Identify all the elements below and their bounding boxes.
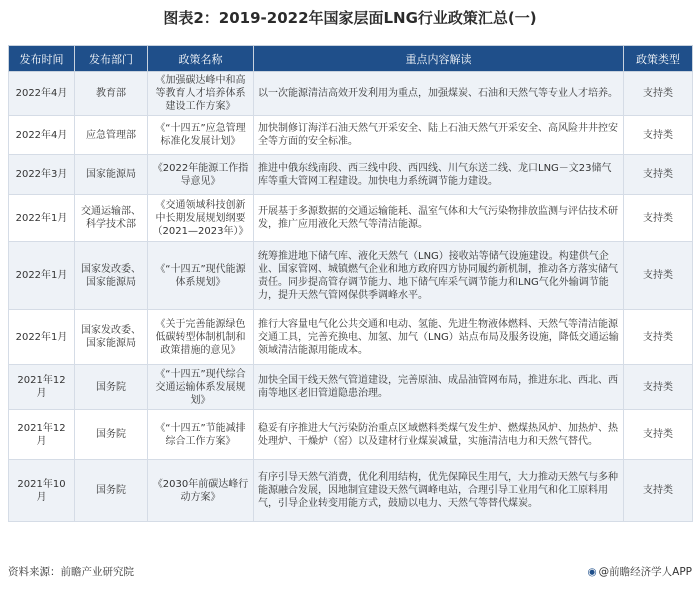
cell-content: 推行大容量电气化公共交通和电动、氢能、先进生物液体燃料、天然气等清洁能源交通工具，完善充换电、加氢、加气（LNG）站点布局及服务设施，降低交通运输领域清洁能源用能成本。 [254,310,624,365]
table-row [9,155,693,195]
table-row [9,410,693,460]
table-row [9,116,693,155]
header-type: 政策类型 [624,46,693,72]
cell-dept: 国家能源局 [75,155,148,195]
cell-date: 2022年4月 [9,116,75,155]
cell-dept: 国务院 [75,365,148,410]
table-header-row [9,46,693,72]
brand-credit [587,563,692,581]
cell-dept: 应急管理部 [75,116,148,155]
table-row [9,460,693,522]
table-row [9,365,693,410]
cell-type: 支持类 [624,116,693,155]
cell-content: 加快制修订海洋石油天然气开采安全、陆上石油天然气开采安全、高风险井井控安全等方面的安全标准。 [254,116,624,155]
chart-title: 图表2：2019-2022年国家层面LNG行业政策汇总(一) [163,9,537,27]
cell-content: 有序引导天然气消费，优化利用结构，优先保障民生用气，大力推动天然气与多种能源融合发展，因地制宜建设天然气调峰电站，合理引导工业用气和化工原料用气，引导企业转变用能方式，鼓励以电力、天然气等替代煤炭。 [254,460,624,522]
policy-table [8,45,693,522]
cell-dept: 国务院 [75,410,148,460]
cell-date: 2022年3月 [9,155,75,195]
cell-dept: 国务院 [75,460,148,522]
header-date: 发布时间 [9,46,75,72]
cell-date: 2021年12月 [9,365,75,410]
cell-date: 2022年1月 [9,242,75,310]
source-note: 资料来源：前瞻产业研究院 [8,566,134,578]
cell-type: 支持类 [624,195,693,242]
cell-type: 支持类 [624,155,693,195]
cell-policy-name: 《交通领域科技创新中长期发展规划纲要（2021—2023年）》 [148,195,254,242]
cell-policy-name: 《“十四五”现代综合交通运输体系发展规划》 [148,365,254,410]
header-dept: 发布部门 [75,46,148,72]
brand-logo-icon: ◉ [587,566,597,578]
cell-date: 2021年10月 [9,460,75,522]
cell-content: 开展基于多源数据的交通运输能耗、温室气体和大气污染物排放监测与评估技术研发，推广应用液化天然气等清洁能源。 [254,195,624,242]
cell-date: 2022年1月 [9,195,75,242]
cell-type: 支持类 [624,460,693,522]
cell-date: 2022年1月 [9,310,75,365]
footer [8,563,692,581]
cell-dept: 国家发改委、国家能源局 [75,310,148,365]
header-policy-name: 政策名称 [148,46,254,72]
table-row [9,242,693,310]
cell-content: 统筹推进地下储气库、液化天然气（LNG）接收站等储气设施建设。构建供气企业、国家管网、城镇燃气企业和地方政府四方协同履约新机制，推动各方落实储气责任。同步提高管存调节能力、地下储气库采气调节能力和LNG气化外输调节能力，提升天然气管网保供季调峰水平。 [254,242,624,310]
cell-dept: 交通运输部、科学技术部 [75,195,148,242]
cell-policy-name: 《加强碳达峰中和高等教育人才培养体系建设工作方案》 [148,72,254,116]
cell-type: 支持类 [624,310,693,365]
cell-policy-name: 《“十四五”现代能源体系规划》 [148,242,254,310]
cell-dept: 教育部 [75,72,148,116]
cell-policy-name: 《“十四五”应急管理标准化发展计划》 [148,116,254,155]
cell-policy-name: 《2030年前碳达峰行动方案》 [148,460,254,522]
cell-date: 2021年12月 [9,410,75,460]
header-content: 重点内容解读 [254,46,624,72]
cell-policy-name: 《2022年能源工作指导意见》 [148,155,254,195]
brand-text: @前瞻经济学人APP [598,566,692,578]
table-row [9,310,693,365]
cell-type: 支持类 [624,72,693,116]
cell-content: 推进中俄东线南段、西三线中段、西四线、川气东送二线、龙口LNG－文23储气库等重大管网工程建设。加快电力系统调节能力建设。 [254,155,624,195]
cell-policy-name: 《“十四五”节能减排综合工作方案》 [148,410,254,460]
cell-dept: 国家发改委、国家能源局 [75,242,148,310]
cell-content: 以一次能源清洁高效开发利用为重点，加强煤炭、石油和天然气等专业人才培养。 [254,72,624,116]
cell-content: 稳妥有序推进大气污染防治重点区域燃料类煤气发生炉、燃煤热风炉、加热炉、热处理炉、干燥炉（窑）以及建材行业煤炭减量，实施清洁电力和天然气替代。 [254,410,624,460]
cell-policy-name: 《关于完善能源绿色低碳转型体制机制和政策措施的意见》 [148,310,254,365]
cell-type: 支持类 [624,365,693,410]
table-row [9,195,693,242]
cell-content: 加快全国干线天然气管道建设，完善原油、成品油管网布局，推进东北、西北、西南等地区老旧管道隐患治理。 [254,365,624,410]
table-row [9,72,693,116]
cell-type: 支持类 [624,410,693,460]
cell-date: 2022年4月 [9,72,75,116]
cell-type: 支持类 [624,242,693,310]
